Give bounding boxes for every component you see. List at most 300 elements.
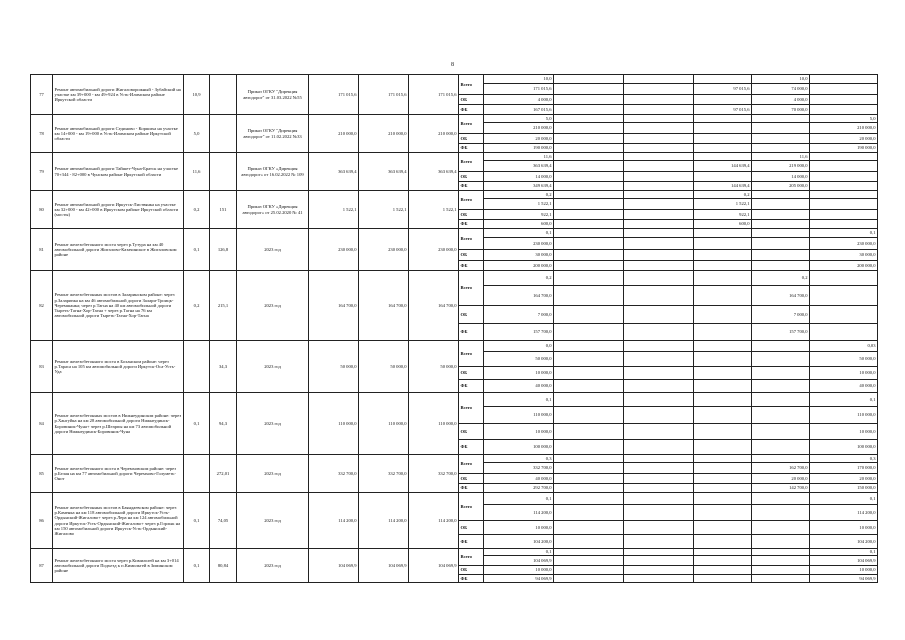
funding-value-col6: 0,1: [810, 493, 878, 505]
funding-value-col5: [752, 521, 810, 535]
length-km: 0,1: [184, 549, 210, 583]
funding-value-col5: 14 000,0: [752, 172, 810, 182]
funding-source-label: Всего: [459, 393, 484, 424]
funding-value-col1: 10,0: [484, 75, 554, 84]
funding-value-col4: [694, 123, 752, 134]
funding-value-col2: [554, 455, 624, 463]
funding-value-col1: 0,1: [484, 393, 554, 407]
funding-value-col4: [694, 229, 752, 238]
length-km: 10,9: [184, 75, 210, 115]
funding-value-col2: [554, 75, 624, 84]
funding-value-col2: [554, 161, 624, 172]
funding-value-col1: 30 000,0: [484, 250, 554, 261]
funding-source-label: Всего: [459, 341, 484, 367]
funding-source-label: Всего: [459, 153, 484, 172]
funding-value-col2: [554, 549, 624, 556]
cost-limit: 363 639,4: [359, 153, 409, 191]
funding-value-col6: 10 000,0: [810, 521, 878, 535]
funding-value-col1: 0,2: [484, 191, 554, 199]
funding-value-col5: [752, 250, 810, 261]
funding-value-col6: [810, 199, 878, 210]
funding-value-col6: 0,03: [810, 341, 878, 352]
funding-value-col6: [810, 172, 878, 182]
funding-source-label: ФБ: [459, 144, 484, 153]
funding-value-col5: [752, 393, 810, 407]
funding-value-col6: 10 000,0: [810, 566, 878, 575]
estimated-cost: 114 200,0: [309, 493, 359, 549]
basis-document: Приказ ОГКУ "Дирекция автодорог" от 11.02.2022 №33: [237, 115, 309, 153]
funding-value-col5: [752, 407, 810, 424]
funding-value-col4: [694, 75, 752, 84]
cost-limit: 171 015,6: [359, 75, 409, 115]
funding-source-label: Всего: [459, 75, 484, 95]
funding-value-col3: [624, 153, 694, 161]
funding-value-col5: [752, 380, 810, 393]
funding-value-col2: [554, 367, 624, 380]
basis-document: 2023 год: [237, 455, 309, 493]
basis-document: Приказ ОГКУ "Дирекция автодорог" от 31.03.2022 №55: [237, 75, 309, 115]
funding-value-col1: 190 000,0: [484, 144, 554, 153]
funding-source-label: ОБ: [459, 134, 484, 144]
funding-source-label: ОБ: [459, 367, 484, 380]
funding-value-col6: 0,1: [810, 229, 878, 238]
funding-value-col2: [554, 229, 624, 238]
funding-value-col6: [810, 95, 878, 105]
length-pm: 94,3: [210, 393, 237, 455]
funding-value-col1: 171 015,6: [484, 84, 554, 95]
funding-value-col1: 600,0: [484, 220, 554, 229]
basis-document: 2023 год: [237, 229, 309, 271]
funding-value-col4: [694, 549, 752, 556]
funding-value-col1: 230 000,0: [484, 238, 554, 250]
funding-value-col2: [554, 84, 624, 95]
funding-value-col1: 40 000,0: [484, 474, 554, 484]
estimated-cost: 171 015,6: [309, 75, 359, 115]
funding-source-label: Всего: [459, 549, 484, 566]
row-number: 86: [31, 493, 53, 549]
funding-value-col5: 7 000,0: [752, 306, 810, 324]
funding-value-col1: 10 000,0: [484, 566, 554, 575]
funding-value-col6: [810, 105, 878, 115]
funding-value-col6: [810, 271, 878, 286]
funding-value-col6: 190 000,0: [810, 144, 878, 153]
funding-value-col3: [624, 115, 694, 123]
funding-source-label: ФБ: [459, 535, 484, 549]
funding-value-col1: 157 700,0: [484, 324, 554, 341]
funding-value-col1: 114 200,0: [484, 505, 554, 521]
cost-total: 110 000,0: [409, 393, 459, 455]
funding-value-col3: [624, 407, 694, 424]
funding-value-col3: [624, 75, 694, 84]
funding-value-col6: [810, 161, 878, 172]
object-name: Ремонт автомобильной дороги Жигаловорожный - Зубайский на участке км 39+000 - км 49+924 в Усть-Илимском районе Иркутской области: [53, 75, 184, 115]
funding-value-col5: [752, 556, 810, 566]
funding-value-col3: [624, 191, 694, 199]
funding-value-col4: [694, 407, 752, 424]
funding-value-col3: [624, 172, 694, 182]
funding-value-col6: [810, 75, 878, 84]
cost-total: 164 700,0: [409, 271, 459, 341]
funding-value-col2: [554, 575, 624, 583]
funding-value-col2: [554, 440, 624, 455]
cost-total: 210 000,0: [409, 115, 459, 153]
funding-value-col6: [810, 84, 878, 95]
funding-value-col3: [624, 535, 694, 549]
funding-value-col5: [752, 115, 810, 123]
funding-value-col5: [752, 505, 810, 521]
funding-value-col5: 205 000,0: [752, 182, 810, 191]
funding-value-col1: 10 000,0: [484, 521, 554, 535]
funding-value-col5: 164 700,0: [752, 286, 810, 306]
funding-value-col6: [810, 182, 878, 191]
length-km: 0,1: [184, 493, 210, 549]
funding-value-col6: 210 000,0: [810, 123, 878, 134]
funding-value-col2: [554, 261, 624, 271]
funding-value-col3: [624, 306, 694, 324]
funding-value-col3: [624, 556, 694, 566]
funding-source-label: ФБ: [459, 484, 484, 493]
funding-source-label: Всего: [459, 493, 484, 521]
funding-value-col4: [694, 250, 752, 261]
funding-value-col6: 110 000,0: [810, 407, 878, 424]
length-km: 11,6: [184, 153, 210, 191]
funding-value-col4: [694, 367, 752, 380]
object-row: [31, 341, 878, 352]
funding-source-label: Всего: [459, 229, 484, 250]
funding-value-col4: [694, 352, 752, 367]
cost-limit: 210 000,0: [359, 115, 409, 153]
funding-source-label: ФБ: [459, 575, 484, 583]
object-row: [31, 271, 878, 286]
funding-value-col6: 0,3: [810, 455, 878, 463]
funding-value-col6: 200 000,0: [810, 261, 878, 271]
funding-value-col1: 14 000,0: [484, 172, 554, 182]
length-pm: 272,01: [210, 455, 237, 493]
estimated-cost: 104 069,9: [309, 549, 359, 583]
row-number: 81: [31, 229, 53, 271]
funding-source-label: ОБ: [459, 95, 484, 105]
funding-source-label: ОБ: [459, 210, 484, 220]
funding-value-col6: 10 000,0: [810, 424, 878, 440]
length-pm: 74,05: [210, 493, 237, 549]
cost-limit: 164 700,0: [359, 271, 409, 341]
estimated-cost: 164 700,0: [309, 271, 359, 341]
funding-value-col6: 20 000,0: [810, 134, 878, 144]
funding-source-label: ОБ: [459, 306, 484, 324]
funding-value-col5: [752, 440, 810, 455]
object-name: Ремонт автомобильной дороги Тайшет-Чуна-Братск на участке 70+344 - 82+000 в Чунском районе Иркутской области: [53, 153, 184, 191]
funding-value-col6: 104 069,9: [810, 556, 878, 566]
cost-total: 332 700,0: [409, 455, 459, 493]
object-row: [31, 115, 878, 123]
funding-value-col2: [554, 463, 624, 474]
funding-value-col3: [624, 521, 694, 535]
funding-value-col2: [554, 521, 624, 535]
funding-value-col2: [554, 105, 624, 115]
object-row: [31, 455, 878, 463]
funding-value-col2: [554, 566, 624, 575]
funding-value-col6: 170 000,0: [810, 463, 878, 474]
funding-value-col3: [624, 199, 694, 210]
funding-value-col1: 210 000,0: [484, 123, 554, 134]
length-km: 5,0: [184, 115, 210, 153]
length-pm: 126,8: [210, 229, 237, 271]
funding-value-col4: [694, 380, 752, 393]
funding-source-label: ФБ: [459, 261, 484, 271]
basis-document: 2023 год: [237, 393, 309, 455]
funding-value-col2: [554, 271, 624, 286]
funding-value-col4: [694, 556, 752, 566]
funding-value-col4: [694, 393, 752, 407]
cost-total: 50 000,0: [409, 341, 459, 393]
funding-value-col5: [752, 341, 810, 352]
length-km: 0,1: [184, 229, 210, 271]
basis-document: 2023 год: [237, 341, 309, 393]
length-km: 0,2: [184, 191, 210, 229]
funding-value-col5: [752, 210, 810, 220]
funding-value-col2: [554, 306, 624, 324]
length-km: [184, 455, 210, 493]
funding-value-col6: 10 000,0: [810, 367, 878, 380]
funding-value-col4: [694, 115, 752, 123]
funding-source-label: ОБ: [459, 172, 484, 182]
funding-value-col3: [624, 105, 694, 115]
funding-value-col2: [554, 95, 624, 105]
funding-value-col1: 4 000,0: [484, 95, 554, 105]
cost-limit: 230 000,0: [359, 229, 409, 271]
funding-value-col1: 332 700,0: [484, 463, 554, 474]
funding-value-col4: [694, 238, 752, 250]
funding-value-col1: 50 000,0: [484, 352, 554, 367]
funding-value-col5: [752, 549, 810, 556]
cost-total: 104 069,9: [409, 549, 459, 583]
length-pm: [210, 75, 237, 115]
cost-total: 230 000,0: [409, 229, 459, 271]
funding-value-col6: 40 000,0: [810, 380, 878, 393]
funding-value-col5: [752, 261, 810, 271]
funding-value-col3: [624, 271, 694, 286]
estimated-cost: 1 522,1: [309, 191, 359, 229]
funding-value-col4: 1 522,1: [694, 199, 752, 210]
funding-value-col2: [554, 238, 624, 250]
funding-value-col1: 0,1: [484, 493, 554, 505]
object-row: [31, 153, 878, 161]
funding-source-label: Всего: [459, 115, 484, 134]
funding-value-col4: [694, 134, 752, 144]
funding-value-col6: [810, 324, 878, 341]
funding-value-col1: 20 000,0: [484, 134, 554, 144]
funding-value-col6: 30 000,0: [810, 250, 878, 261]
cost-limit: 110 000,0: [359, 393, 409, 455]
funding-value-col4: [694, 484, 752, 493]
funding-value-col2: [554, 324, 624, 341]
funding-value-col2: [554, 123, 624, 134]
funding-value-col5: [752, 238, 810, 250]
funding-value-col2: [554, 424, 624, 440]
funding-value-col4: 97 015,6: [694, 105, 752, 115]
object-name: Ремонт железобетонных мостов в Нижнеудинском районе: через р.Хангуйка на км 28 автомобильной дороги Нижнеудинск-Боровинок-Чуна+ через р.Шеарпы на км 73 автомобильной дороги Нижнеудинск-Боровинок-Чуна: [53, 393, 184, 455]
funding-value-col3: [624, 238, 694, 250]
basis-document: 2023 год: [237, 271, 309, 341]
funding-value-col5: [752, 220, 810, 229]
funding-value-col3: [624, 144, 694, 153]
funding-value-col5: [752, 199, 810, 210]
funding-value-col1: 10 000,0: [484, 367, 554, 380]
funding-value-col4: [694, 440, 752, 455]
funding-source-label: ФБ: [459, 380, 484, 393]
funding-value-col2: [554, 210, 624, 220]
funding-value-col3: [624, 95, 694, 105]
row-number: 87: [31, 549, 53, 583]
funding-value-col3: [624, 261, 694, 271]
funding-value-col3: [624, 182, 694, 191]
funding-value-col1: 94 069,9: [484, 575, 554, 583]
funding-value-col6: 104 200,0: [810, 535, 878, 549]
funding-value-col5: 0,2: [752, 271, 810, 286]
funding-value-col3: [624, 575, 694, 583]
length-pm: 151: [210, 191, 237, 229]
funding-value-col4: [694, 474, 752, 484]
funding-value-col5: 142 700,0: [752, 484, 810, 493]
cost-limit: 1 522,1: [359, 191, 409, 229]
funding-value-col3: [624, 84, 694, 95]
object-row: [31, 393, 878, 407]
funding-value-col3: [624, 352, 694, 367]
funding-value-col5: 74 000,0: [752, 84, 810, 95]
funding-value-col3: [624, 220, 694, 229]
funding-value-col3: [624, 161, 694, 172]
funding-value-col5: 219 000,0: [752, 161, 810, 172]
estimated-cost: 332 700,0: [309, 455, 359, 493]
funding-value-col6: 94 069,9: [810, 575, 878, 583]
funding-value-col4: 144 639,4: [694, 182, 752, 191]
row-number: 82: [31, 271, 53, 341]
row-number: 78: [31, 115, 53, 153]
object-row: [31, 229, 878, 238]
funding-source-label: ОБ: [459, 250, 484, 261]
funding-value-col2: [554, 182, 624, 191]
funding-value-col5: [752, 424, 810, 440]
funding-value-col6: [810, 306, 878, 324]
funding-value-col3: [624, 493, 694, 505]
funding-value-col4: [694, 144, 752, 153]
funding-value-col4: [694, 493, 752, 505]
funding-source-label: ОБ: [459, 474, 484, 484]
funding-value-col2: [554, 505, 624, 521]
funding-value-col3: [624, 463, 694, 474]
funding-value-col1: 922,1: [484, 210, 554, 220]
cost-limit: 332 700,0: [359, 455, 409, 493]
funding-value-col2: [554, 535, 624, 549]
funding-value-col5: [752, 134, 810, 144]
cost-limit: 114 200,0: [359, 493, 409, 549]
funding-value-col4: [694, 566, 752, 575]
funding-value-col6: [810, 286, 878, 306]
funding-value-col4: 97 015,6: [694, 84, 752, 95]
funding-value-col1: 0,1: [484, 549, 554, 556]
funding-value-col1: 0,2: [484, 271, 554, 286]
cost-limit: 104 069,9: [359, 549, 409, 583]
funding-value-col5: 20 000,0: [752, 474, 810, 484]
object-name: Ремонт автомобильной дороги Сединово - Коршиха на участке км 14+000 - км 19+000 в Усть-Илимском районе Иркутской области: [53, 115, 184, 153]
row-number: 85: [31, 455, 53, 493]
funding-value-col4: [694, 424, 752, 440]
funding-value-col5: [752, 455, 810, 463]
estimated-cost: 50 000,0: [309, 341, 359, 393]
funding-value-col3: [624, 134, 694, 144]
funding-value-col1: 200 000,0: [484, 261, 554, 271]
funding-value-col5: 70 000,0: [752, 105, 810, 115]
length-pm: [210, 115, 237, 153]
funding-value-col2: [554, 134, 624, 144]
funding-value-col3: [624, 367, 694, 380]
funding-value-col3: [624, 505, 694, 521]
length-km: 0,1: [184, 393, 210, 455]
funding-source-label: Всего: [459, 191, 484, 210]
basis-document: Приказ ОГКУ «Дирекция автодорог» от 16.02.2022 № 109: [237, 153, 309, 191]
funding-value-col1: 10 000,0: [484, 424, 554, 440]
cost-total: 363 639,4: [409, 153, 459, 191]
funding-value-col2: [554, 393, 624, 407]
funding-value-col1: 11,6: [484, 153, 554, 161]
funding-source-label: ФБ: [459, 440, 484, 455]
funding-value-col1: 1 522,1: [484, 199, 554, 210]
funding-value-col5: 157 700,0: [752, 324, 810, 341]
basis-document: Приказ ОГКУ «Дирекция автодорог» от 25.02.2020 № 41: [237, 191, 309, 229]
funding-value-col6: 150 000,0: [810, 484, 878, 493]
funding-value-col1: 0,3: [484, 455, 554, 463]
funding-value-col4: [694, 535, 752, 549]
funding-value-col3: [624, 250, 694, 261]
funding-value-col6: 20 000,0: [810, 474, 878, 484]
funding-value-col2: [554, 474, 624, 484]
funding-value-col2: [554, 286, 624, 306]
object-name: Ремонт железобетонных мостов в Заларинском районе: через р.Залариnка на км 46 автомобильной дороги Залари-Троицк-Черемшанка; через р.Тагна на 40 км автомобильной дороги Тыреть-Тагна-Хор-Тагна + через р.Тагна на 76 км автомобильной дороги Тыреть-Тагна-Хор-Тагна: [53, 271, 184, 341]
length-pm: 215,1: [210, 271, 237, 341]
funding-value-col3: [624, 123, 694, 134]
length-km: [184, 341, 210, 393]
funding-value-col6: 0,1: [810, 549, 878, 556]
funding-value-col4: [694, 324, 752, 341]
funding-value-col5: [752, 123, 810, 134]
funding-value-col4: [694, 505, 752, 521]
funding-value-col6: 230 000,0: [810, 238, 878, 250]
row-number: 80: [31, 191, 53, 229]
funding-value-col2: [554, 144, 624, 153]
funding-value-col1: 0,1: [484, 229, 554, 238]
funding-value-col1: 363 639,4: [484, 161, 554, 172]
funding-value-col3: [624, 229, 694, 238]
funding-value-col6: [810, 220, 878, 229]
funding-value-col6: [810, 210, 878, 220]
funding-value-col3: [624, 484, 694, 493]
funding-value-col1: 164 700,0: [484, 286, 554, 306]
funding-value-col1: 100 000,0: [484, 440, 554, 455]
funding-value-col1: 349 639,4: [484, 182, 554, 191]
row-number: 79: [31, 153, 53, 191]
funding-source-label: Всего: [459, 271, 484, 306]
funding-value-col5: [752, 352, 810, 367]
funding-value-col6: 5,0: [810, 115, 878, 123]
funding-value-col2: [554, 341, 624, 352]
funding-value-col5: [752, 191, 810, 199]
funding-value-col1: 0,0: [484, 341, 554, 352]
funding-value-col2: [554, 191, 624, 199]
cost-total: 1 522,1: [409, 191, 459, 229]
funding-value-col5: [752, 535, 810, 549]
funding-value-col1: 104 200,0: [484, 535, 554, 549]
row-number: 83: [31, 341, 53, 393]
